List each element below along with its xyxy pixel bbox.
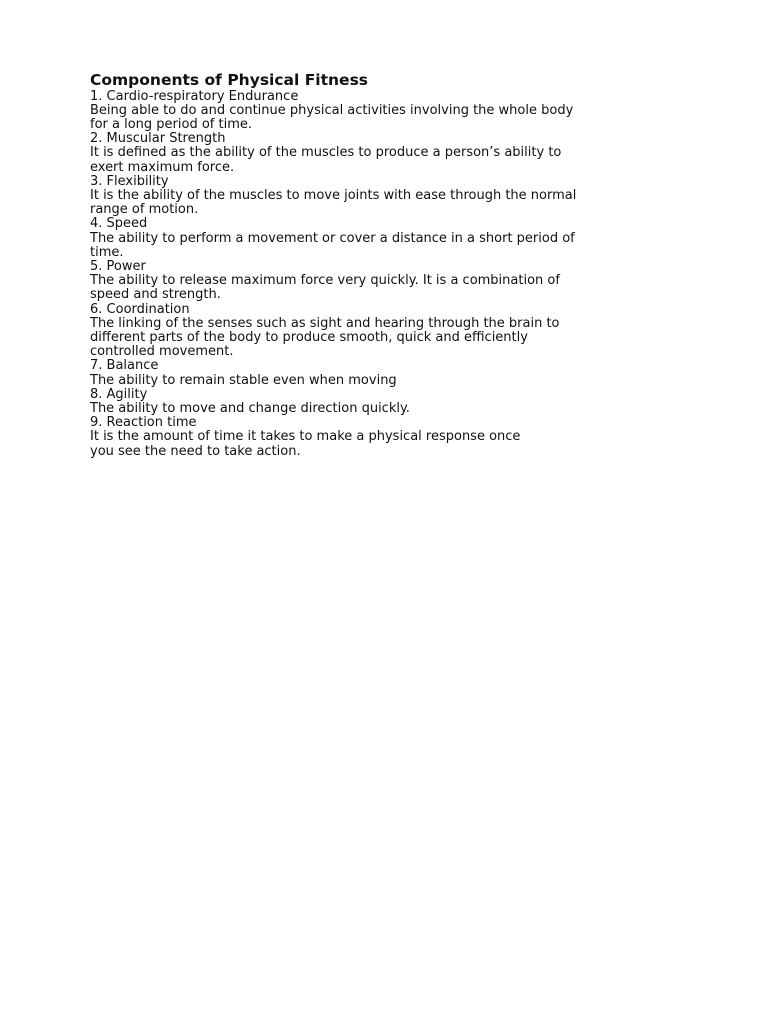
- fitness-component-1: [90, 90, 680, 133]
- component-description: The ability to move and change direction quickly.: [90, 400, 410, 416]
- fitness-component-7: [90, 359, 680, 387]
- document-title: Components of Physical Fitness: [90, 71, 369, 89]
- component-heading: 8. Agility: [90, 386, 148, 402]
- fitness-component-6: [90, 303, 680, 360]
- fitness-component-3: [90, 175, 680, 218]
- fitness-component-5: [90, 260, 680, 303]
- component-heading: 4. Speed: [90, 216, 148, 232]
- component-description: The linking of the senses such as sight and hearing through the brain to different parts of the body to produce smooth, quick and efficiently controlled movement.: [90, 315, 560, 360]
- component-heading: 7. Balance: [90, 358, 159, 374]
- component-description: Being able to do and continue physical activities involving the whole body for a long period of time.: [90, 102, 574, 132]
- component-heading: 3. Flexibility: [90, 173, 169, 189]
- component-heading: 5. Power: [90, 258, 146, 274]
- fitness-component-4: [90, 217, 680, 260]
- component-description: The ability to release maximum force very quickly. It is a combination of speed and strength.: [90, 273, 560, 303]
- component-description: It is the ability of the muscles to move joints with ease through the normal range of motion.: [90, 187, 577, 218]
- component-description: It is defined as the ability of the muscles to produce a person’s ability to exert maximum force.: [90, 145, 562, 175]
- component-heading: 6. Coordination: [90, 301, 190, 317]
- component-heading: 2. Muscular Strength: [90, 131, 226, 147]
- component-description: The ability to perform a movement or cover a distance in a short period of time.: [90, 230, 575, 260]
- fitness-component-2: [90, 132, 680, 175]
- component-heading: 9. Reaction time: [90, 415, 197, 431]
- component-description: The ability to remain stable even when moving: [90, 372, 397, 388]
- fitness-component-8: [90, 388, 680, 416]
- component-description: It is the amount of time it takes to make a physical response once you see the need to take action.: [90, 429, 521, 459]
- document-body: [90, 72, 680, 459]
- fitness-component-9: [90, 416, 680, 459]
- component-heading: 1. Cardio-respiratory Endurance: [90, 88, 299, 104]
